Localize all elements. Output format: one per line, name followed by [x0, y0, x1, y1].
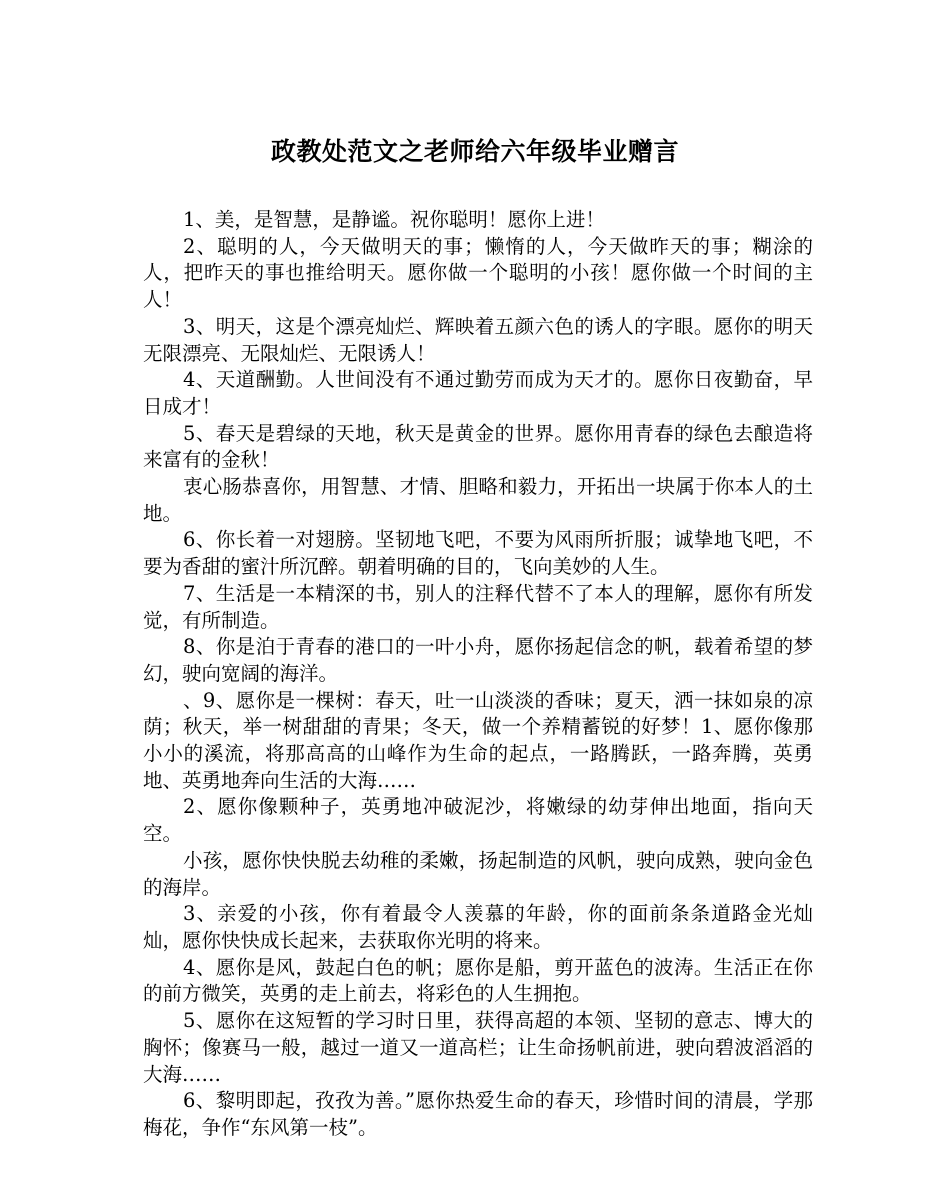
paragraph-3: 3、明天，这是个漂亮灿烂、辉映着五颜六色的诱人的字眼。愿你的明天无限漂亮、无限灿烂、无限诱人！ — [143, 314, 813, 365]
document-body — [143, 207, 813, 1142]
paragraph-13: 3、亲爱的小孩，你有着最令人羡慕的年龄，你的面前条条道路金光灿灿，愿你快快成长起来，去获取你光明的将来。 — [143, 902, 813, 952]
paragraph-11: 2、愿你像颗种子，英勇地冲破泥沙，将嫩绿的幼芽伸出地面，指向天空。 — [143, 795, 813, 846]
paragraph-12: 小孩，愿你快快脱去幼稚的柔嫩，扬起制造的风帆，驶向成熟，驶向金色的海岸。 — [143, 848, 813, 899]
paragraph-7: 6、你长着一对翅膀。坚韧地飞吧，不要为风雨所折服；诚挚地飞吧，不要为香甜的蜜汁所沉醉。朝着明确的目的，飞向美妙的人生。 — [143, 528, 813, 579]
paragraph-4: 4、天道酬勤。人世间没有不通过勤劳而成为天才的。愿你日夜勤奋，早日成才！ — [143, 368, 813, 418]
page-title: 政教处范文之老师给六年级毕业赠言 — [270, 137, 679, 166]
paragraph-14: 4、愿你是风，鼓起白色的帆；愿你是船，剪开蓝色的波涛。生活正在你的前方微笑，英勇的走上前去，将彩色的人生拥抱。 — [143, 955, 813, 1006]
paragraph-6: 衷心肠恭喜你，用智慧、才情、胆略和毅力，开拓出一块属于你本人的土地。 — [143, 475, 813, 525]
paragraph-8: 7、生活是一本精深的书，别人的注释代替不了本人的理解，愿你有所发觉，有所制造。 — [143, 581, 813, 632]
paragraph-5: 5、春天是碧绿的天地，秋天是黄金的世界。愿你用青春的绿色去酿造将来富有的金秋！ — [143, 421, 813, 472]
paragraph-10: 、9、愿你是一棵树：春天，吐一山淡淡的香味；夏天，洒一抹如泉的凉荫；秋天，举一树甜甜的青果；冬天，做一个养精蓄锐的好梦！1、愿你像那小小的溪流，将那高高的山峰作为生命的起点，一路腾跃，一路奔腾，英勇地、英勇地奔向生活的大海…… — [143, 688, 813, 792]
paragraph-16: 6、黎明即起，孜孜为善。”愿你热爱生命的春天，珍惜时间的清晨，学那梅花，争作“东风第一枝”。 — [143, 1089, 813, 1139]
paragraph-15: 5、愿你在这短暂的学习时日里，获得高超的本领、坚韧的意志、博大的胸怀；像赛马一般，越过一道又一道高栏；让生命扬帆前进，驶向碧波滔滔的大海…… — [143, 1009, 813, 1086]
paragraph-2: 2、聪明的人，今天做明天的事；懒惰的人，今天做昨天的事；糊涂的人，把昨天的事也推给明天。愿你做一个聪明的小孩！愿你做一个时间的主人！ — [143, 234, 813, 312]
paragraph-1: 1、美，是智慧，是静谧。祝你聪明！愿你上进！ — [183, 208, 605, 231]
paragraph-9: 8、你是泊于青春的港口的一叶小舟，愿你扬起信念的帆，载着希望的梦幻，驶向宽阔的海洋。 — [143, 635, 813, 685]
